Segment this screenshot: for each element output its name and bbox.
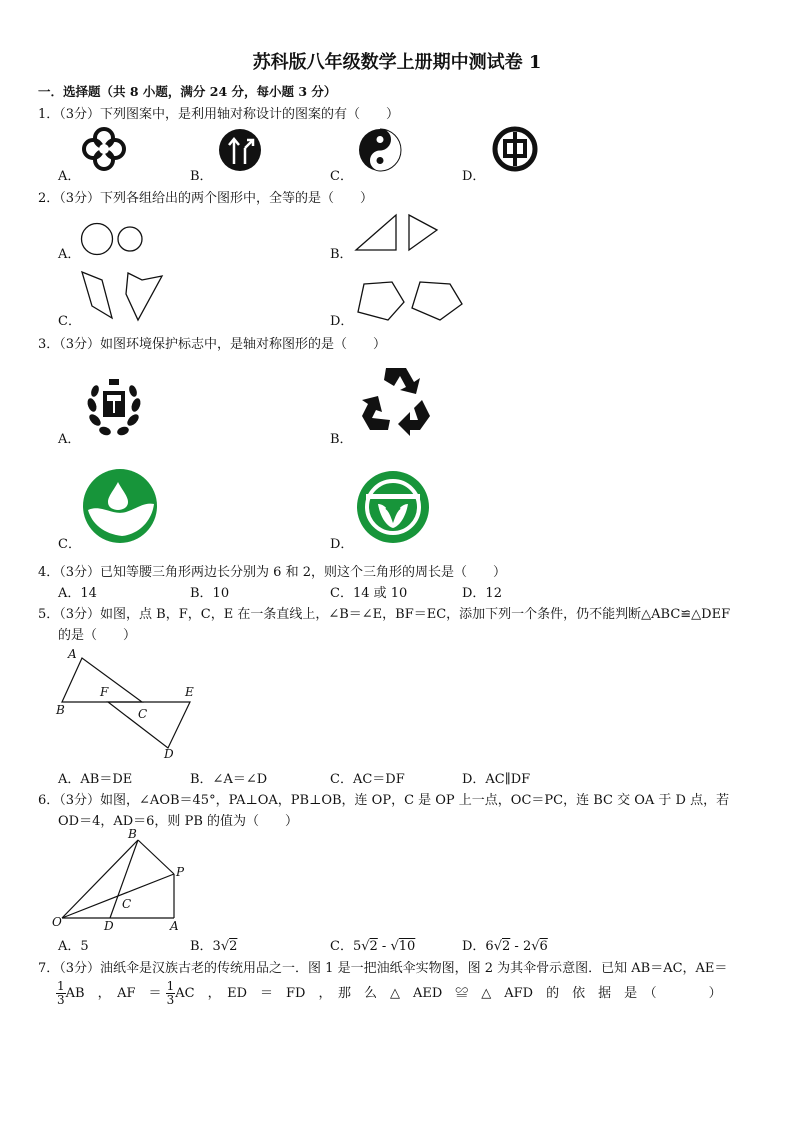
q5-label-f: F <box>100 685 109 699</box>
q6-label-d: D <box>104 919 114 933</box>
two-pentagons-figure <box>354 280 466 324</box>
question-7-stem-line1: 7．（3分）油纸伞是汉族古老的传统用品之一．图 1 是一把油纸伞实物图，图 2 为其伞骨示意图．已知 AB＝AC，AE＝ <box>38 961 728 976</box>
question-4-stem: 4．（3分）已知等腰三角形两边长分别为 6 和 2，则这个三角形的周长是（ ） <box>38 565 506 580</box>
question-3-stem: 3．（3分）如图环境保护标志中，是轴对称图形的是（ ） <box>38 337 387 352</box>
q5-label-c: C <box>138 707 148 721</box>
q6-label-o: O <box>52 915 62 929</box>
page-title: 苏科版八年级数学上册期中测试卷 1 <box>252 52 542 73</box>
question-1-stem: 1．（3分）下列图案中，是利用轴对称设计的图案的有（ ） <box>38 107 400 122</box>
q1-option-b[interactable]: B． <box>190 169 213 184</box>
two-circles-figure <box>80 222 146 256</box>
water-drop-emblem-icon <box>82 468 158 544</box>
q5-geometry-figure <box>50 644 210 764</box>
q6-label-a: A <box>170 919 179 933</box>
q5-label-a: A <box>68 647 77 661</box>
q4-option-d[interactable]: D．12 <box>462 586 502 601</box>
green-food-emblem-icon <box>356 470 430 544</box>
fraction-one-third-2: $\frac{1}{3}$ <box>166 979 175 1007</box>
question-6-stem-line1: 6．（3分）如图，∠AOB＝45°，PA⊥OA，PB⊥OB，连 OP，C 是 OP 上一点，OC＝PC，连 BC 交 OA 于 D 点，若 <box>38 793 730 808</box>
q6-option-a[interactable]: A．5 <box>58 939 89 954</box>
q6-label-c: C <box>122 897 132 911</box>
q5-option-b[interactable]: B．∠A＝∠D <box>190 772 268 787</box>
yin-yang-icon <box>358 128 402 172</box>
q1-option-d[interactable]: D． <box>462 169 486 184</box>
q3-option-a[interactable]: A． <box>58 432 81 447</box>
two-quadrilaterals-figure <box>80 270 164 322</box>
q5-option-a[interactable]: A．AB＝DE <box>58 772 133 787</box>
q3-option-d[interactable]: D． <box>330 537 354 552</box>
q6-option-c[interactable]: C．5√2 - √10 <box>330 939 416 954</box>
q3-option-c[interactable]: C． <box>58 537 81 552</box>
q3-option-b[interactable]: B． <box>330 432 353 447</box>
q5-label-d: D <box>164 747 174 761</box>
q5-label-b: B <box>56 703 65 717</box>
q6-label-b: B <box>128 827 137 841</box>
question-5-stem-line1: 5．（3分）如图，点 B，F，C，E 在一条直线上，∠B＝∠E，BF＝EC，添加下列一个条件，仍不能判断△ABC≌△DEF <box>38 607 731 622</box>
section-heading: 一．选择题（共 8 小题，满分 24 分，每小题 3 分） <box>38 84 337 99</box>
q6-option-b[interactable]: B．3√2 <box>190 939 238 954</box>
q6-label-p: P <box>176 865 185 879</box>
q2-option-b[interactable]: B． <box>330 247 353 262</box>
q4-option-c[interactable]: C．14 或 10 <box>330 586 408 601</box>
bank-logo-icon <box>492 126 538 172</box>
q2-option-c[interactable]: C． <box>58 314 81 329</box>
q4-option-a[interactable]: A．14 <box>58 586 97 601</box>
question-2-stem: 2．（3分）下列各组给出的两个图形中，全等的是（ ） <box>38 191 374 206</box>
q4-option-b[interactable]: B．10 <box>190 586 230 601</box>
q6-option-d[interactable]: D．6√2 - 2√6 <box>462 939 548 954</box>
q2-option-d[interactable]: D． <box>330 314 354 329</box>
recycle-icon <box>358 362 434 436</box>
q6-geometry-figure <box>52 826 202 932</box>
question-5-stem-line2: 的是（ ） <box>58 628 137 643</box>
q1-option-a[interactable]: A． <box>58 169 81 184</box>
wreath-emblem-icon <box>82 375 146 439</box>
q5-label-e: E <box>185 685 194 699</box>
q2-option-a[interactable]: A． <box>58 247 81 262</box>
traffic-sign-icon <box>218 128 262 172</box>
knot-pattern-icon <box>78 126 130 172</box>
q5-option-c[interactable]: C．AC＝DF <box>330 772 405 787</box>
q1-option-c[interactable]: C． <box>330 169 353 184</box>
question-7-stem-line2: $\frac{1}{3}$ AB ， AF ＝ $\frac{1}{3}$ AC ， ED ＝ FD ， 那 么 △ AED ≌ △ AFD 的 依 据 是 （ ） <box>57 979 722 1007</box>
q5-option-d[interactable]: D．AC∥DF <box>462 772 531 787</box>
fraction-one-third: $\frac{1}{3}$ <box>57 979 65 1007</box>
question-6-stem-line2: OD＝4，AD＝6，则 PB 的值为（ ） <box>58 814 298 829</box>
two-triangles-figure <box>354 212 440 254</box>
